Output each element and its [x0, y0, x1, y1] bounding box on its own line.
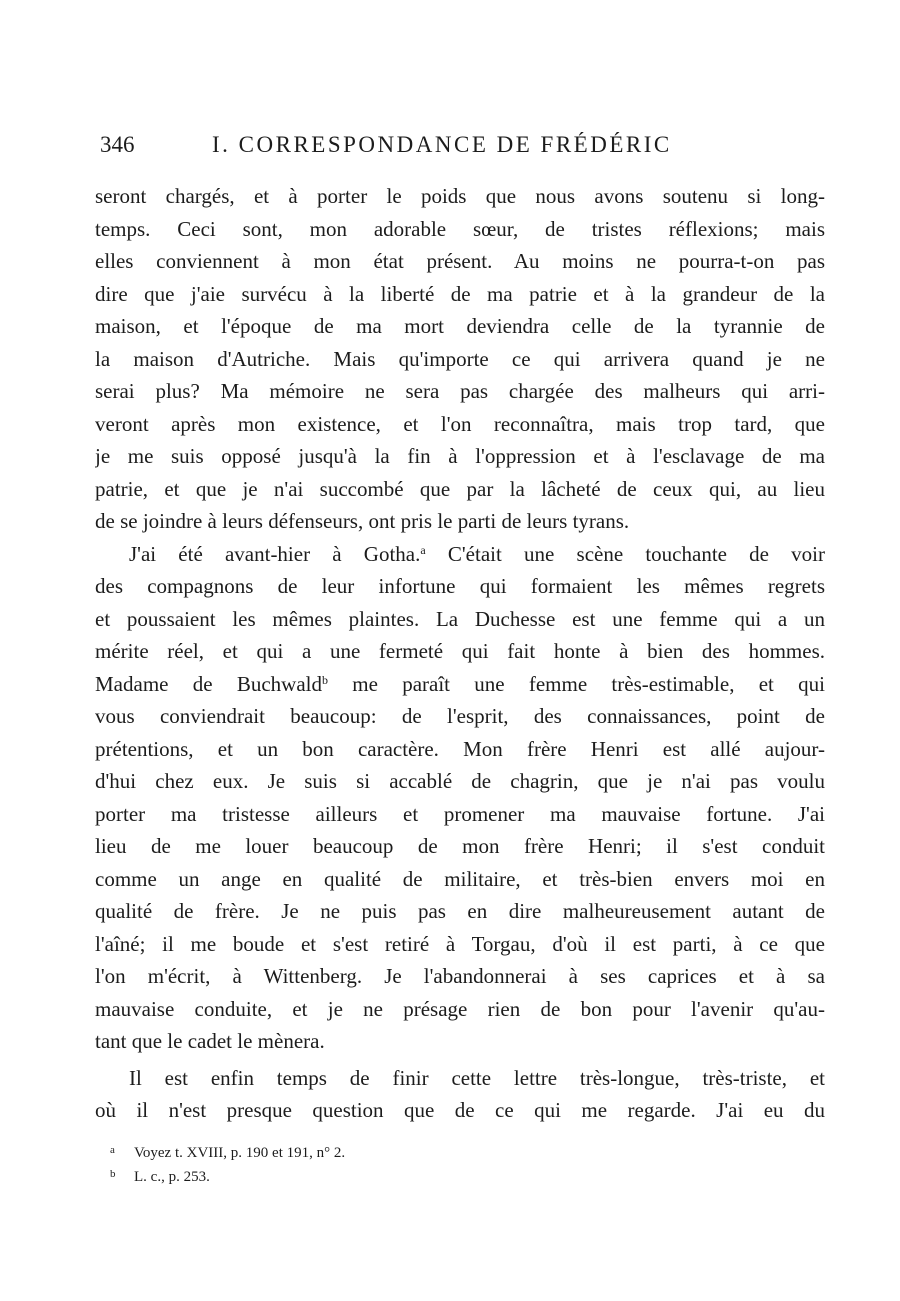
text-line: comme un ange en qualité de militaire, et très-bien envers moi en: [95, 866, 825, 891]
text-line: l'on m'écrit, à Wittenberg. Je l'abandonnerai à ses caprices et à sa: [95, 964, 825, 988]
footnote-text: Voyez t. XVIII, p. 190 et 191, n° 2.: [134, 1145, 346, 1161]
footnote-a: [110, 1140, 610, 1164]
footnote-mark: b: [110, 1168, 116, 1180]
footnotes: [110, 1140, 610, 1188]
page-number: 346: [100, 132, 135, 157]
text-line: tant que le cadet le mènera.: [95, 1029, 325, 1053]
text-line: [95, 538, 825, 571]
text-line: je me suis opposé jusqu'à la fin à l'oppression et à l'esclavage de ma: [95, 444, 825, 468]
text-line: mauvaise conduite, et je ne présage rien de bon pour l'avenir qu'au-: [95, 996, 825, 1021]
text-line: porter ma tristesse ailleurs et promener ma mauvaise fortune. J'ai: [95, 801, 825, 826]
text-line: prétentions, et un bon caractère. Mon frère Henri est allé aujour-: [95, 736, 825, 761]
text-line: dire que j'aie survécu à la liberté de ma patrie et à la grandeur de la: [95, 281, 825, 306]
text-line: lieu de me louer beaucoup de mon frère Henri; il s'est conduit: [95, 834, 825, 858]
text-fragment: C'était une scène touchante de voir: [447, 541, 825, 566]
letter-text: [95, 180, 825, 1127]
text-line: veront après mon existence, et l'on reconnaîtra, mais trop tard, que: [95, 411, 825, 436]
text-line: des compagnons de leur infortune qui formaient les mêmes regrets: [95, 574, 825, 598]
note-reference-b: b: [321, 672, 328, 687]
text-line: serai plus? Ma mémoire ne sera pas chargée des malheurs qui arri-: [95, 379, 825, 403]
text-line: et poussaient les mêmes plaintes. La Duchesse est une femme qui a un: [95, 606, 825, 631]
text-line: mérite réel, et qui a une fermeté qui fait honte à bien des hommes.: [95, 639, 825, 663]
text-line: d'hui chez eux. Je suis si accablé de chagrin, que je n'ai pas voulu: [95, 769, 825, 793]
text-line: elles conviennent à mon état présent. Au moins ne pourra-t-on pas: [95, 249, 825, 273]
footnote-text: L. c., p. 253.: [134, 1169, 210, 1185]
text-line: l'aîné; il me boude et s'est retiré à Torgau, d'où il est parti, à ce que: [95, 931, 825, 956]
note-reference-a: a: [420, 542, 426, 557]
text-fragment: J'ai été avant-hier à Gotha.: [129, 541, 421, 566]
text-line: [95, 668, 825, 701]
text-line: où il n'est presque question que de ce qui me regarde. J'ai eu du: [95, 1098, 825, 1122]
text-fragment: me paraît une femme très-estimable, et qui: [352, 671, 825, 696]
footnote-b: [110, 1164, 610, 1188]
text-fragment: Madame de Buchwald: [95, 671, 322, 696]
footnote-mark: a: [110, 1144, 115, 1156]
running-header: [100, 132, 760, 158]
text-line: seront chargés, et à porter le poids que nous avons soutenu si long-: [95, 184, 825, 208]
text-line: la maison d'Autriche. Mais qu'importe ce qui arrivera quand je ne: [95, 346, 825, 371]
running-title: I. CORRESPONDANCE DE FRÉDÉRIC: [212, 132, 672, 157]
text-line: de se joindre à leurs défenseurs, ont pris le parti de leurs tyrans.: [95, 509, 630, 533]
text-line: temps. Ceci sont, mon adorable sœur, de tristes réflexions; mais: [95, 216, 825, 241]
text-line: maison, et l'époque de ma mort deviendra celle de la tyrannie de: [95, 314, 825, 338]
text-line: vous conviendrait beaucoup: de l'esprit, des connaissances, point de: [95, 704, 825, 728]
text-line: qualité de frère. Je ne puis pas en dire malheureusement autant de: [95, 899, 825, 923]
text-line: Il est enfin temps de finir cette lettre très-longue, très-triste, et: [129, 1065, 825, 1090]
text-line: patrie, et que je n'ai succombé que par la lâcheté de ceux qui, au lieu: [95, 476, 825, 501]
